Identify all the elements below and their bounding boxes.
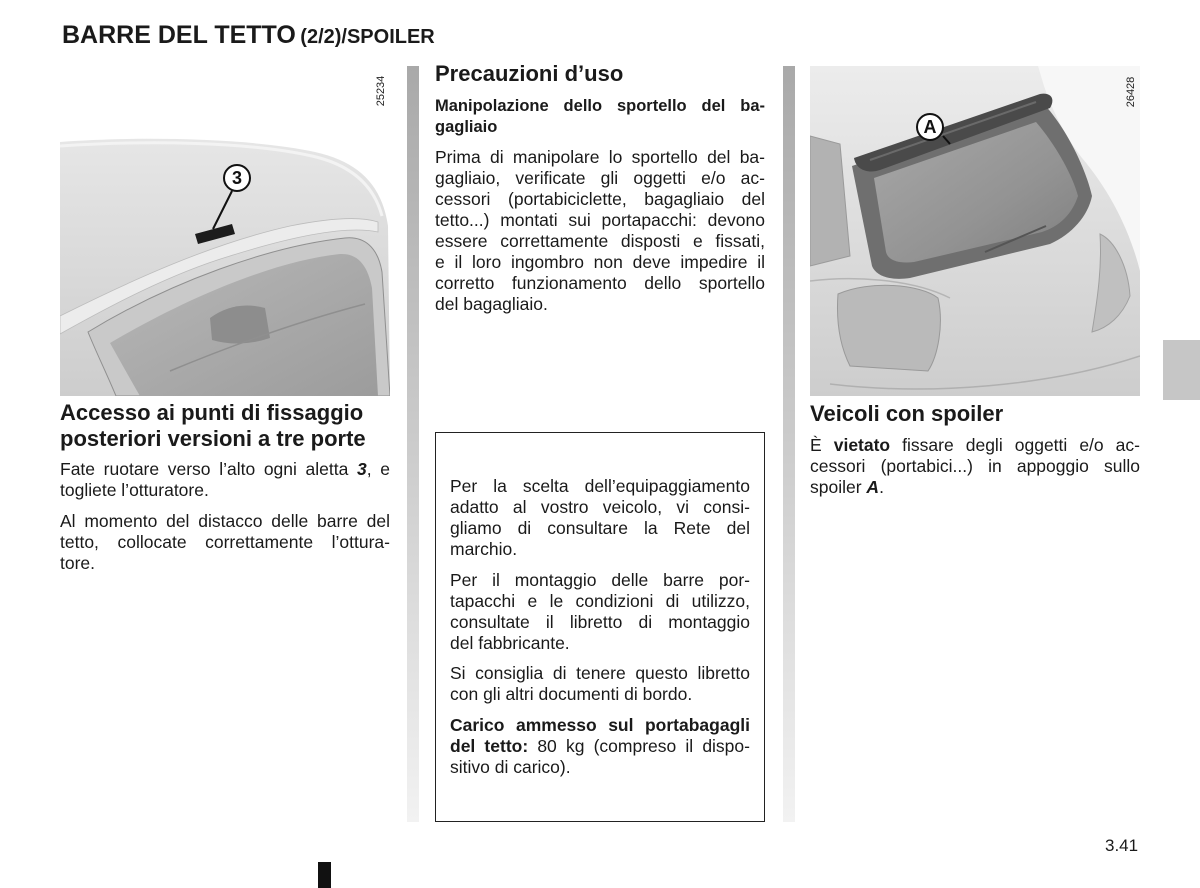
subheading-line: gagliaio <box>435 118 498 136</box>
callout-label: 3 <box>223 164 251 192</box>
paragraph <box>810 435 1140 498</box>
paragraph-line <box>60 459 390 480</box>
paragraph-line <box>810 477 1140 498</box>
note-paragraph-load-limit <box>450 715 750 778</box>
callout-reference: A <box>866 477 880 497</box>
heading-line: Accesso ai punti di fissaggio <box>60 400 364 425</box>
note-paragraph <box>450 663 750 705</box>
callout-reference: 3 <box>357 459 367 479</box>
text-run: , e <box>366 459 390 479</box>
note-paragraph <box>450 570 750 654</box>
paragraph-line: tapacchi e le condizioni di utilizzo, <box>450 591 750 611</box>
paragraph-line: gagliaio, verificate gli oggetti e/o ac- <box>435 168 765 188</box>
paragraph-line: tetto...) montati sui portapacchi: devono <box>435 210 765 230</box>
section-heading: Veicoli con spoiler <box>810 401 1004 426</box>
callout-label: A <box>916 113 944 141</box>
bold-text: vietato <box>833 435 891 455</box>
tail-light-left <box>838 285 941 371</box>
paragraph-line <box>450 715 750 736</box>
paragraph-line: sitivo di carico). <box>450 757 571 777</box>
paragraph-line: e il loro ingombro non deve impedire il <box>435 252 765 272</box>
paragraph-line: Al momento del distacco delle barre del <box>60 511 390 531</box>
page-title-main: BARRE DEL TETTO <box>62 21 296 49</box>
paragraph <box>60 459 390 501</box>
paragraph-line: essere correttamente disposti e fissati, <box>435 231 765 251</box>
note-paragraph <box>450 476 750 560</box>
paragraph-line: tetto, collocate correttamente l’ottura- <box>60 532 390 552</box>
paragraph <box>435 147 765 315</box>
print-mark <box>318 862 331 888</box>
paragraph-line: del bagagliaio. <box>435 294 548 314</box>
paragraph-line <box>450 736 750 757</box>
heading-line: posteriori versioni a tre porte <box>60 426 366 451</box>
paragraph-line: consultate il libretto di montaggio <box>450 612 750 632</box>
paragraph-line: con gli altri documenti di bordo. <box>450 684 693 704</box>
paragraph-line: del fabbricante. <box>450 633 570 653</box>
bold-text: del tetto: <box>450 736 529 756</box>
column-divider-left <box>407 66 419 822</box>
paragraph-line: Per la scelta dell’equipaggiamento <box>450 476 750 496</box>
section-heading: Precauzioni d’uso <box>435 61 624 86</box>
text-run: fissare degli oggetti e/o ac- <box>890 435 1140 455</box>
text-run: Fate ruotare verso l’alto ogni aletta <box>60 459 358 479</box>
subheading <box>435 96 765 138</box>
text-run: È <box>810 435 834 455</box>
paragraph <box>60 511 390 574</box>
section-heading <box>60 400 390 452</box>
paragraph-line: Prima di manipolare lo sportello del ba- <box>435 147 765 167</box>
paragraph-line <box>810 435 1140 456</box>
figure-ref-number: 25234 <box>375 75 387 107</box>
paragraph-line: corretto funzionamento dello sportello <box>435 273 765 293</box>
paragraph-line: Si consiglia di tenere questo libretto <box>450 663 750 683</box>
paragraph-line: marchio. <box>450 539 518 559</box>
section-tab <box>1163 340 1200 400</box>
figure-ref-number: 26428 <box>1125 76 1137 108</box>
text-run: spoiler <box>810 477 867 497</box>
text-run: 80 kg (compreso il dispo- <box>528 736 750 756</box>
page-title <box>62 19 435 55</box>
paragraph-line: Per il montaggio delle barre por- <box>450 570 750 590</box>
paragraph-line: adatto al vostro veicolo, vi consi- <box>450 497 750 517</box>
paragraph-line: togliete l’otturatore. <box>60 480 209 500</box>
paragraph-line: gliamo di consultare la Rete del <box>450 518 750 538</box>
paragraph-line: cessori (portabiciclette, bagagliaio del <box>435 189 765 209</box>
column-divider-right <box>783 66 795 822</box>
spoiler-figure <box>810 66 1140 396</box>
page-number: 3.41 <box>1105 836 1139 855</box>
paragraph-line: cessori (portabici...) in appoggio sullo <box>810 456 1140 476</box>
text-run: . <box>879 477 884 497</box>
bold-text: Carico ammesso sul portabagagli <box>450 715 750 735</box>
subheading-line: Manipolazione dello sportello del ba- <box>435 97 765 115</box>
paragraph-line: tore. <box>60 553 96 573</box>
page-title-suffix: (2/2)/SPOILER <box>300 26 435 48</box>
roof-fixing-point-figure <box>60 66 390 396</box>
